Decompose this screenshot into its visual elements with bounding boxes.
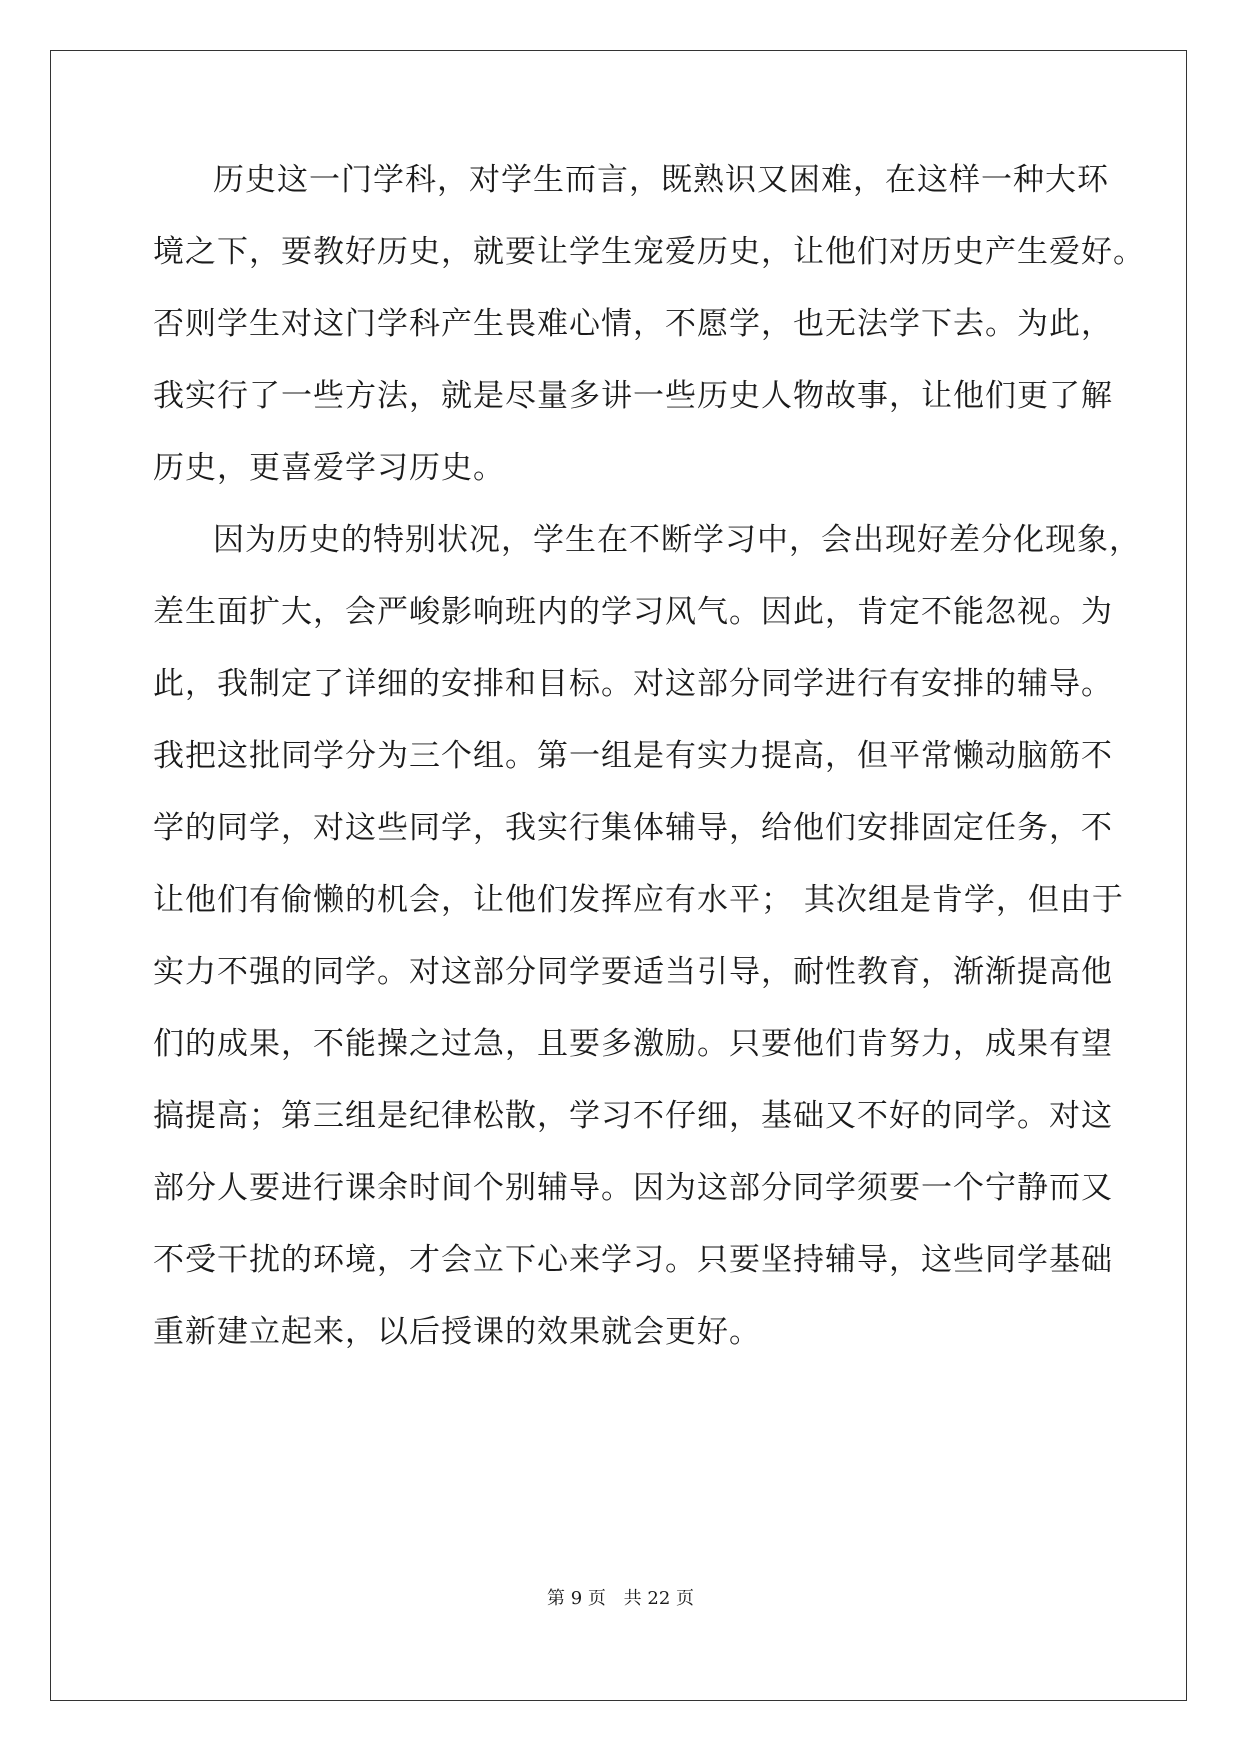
- page-number-current: 第 9 页: [547, 1588, 606, 1609]
- paragraph-2-line-12: 重新建立起来，以后授课的效果就会更好。: [153, 1314, 761, 1350]
- paragraph-2-line-3: 此，我制定了详细的安排和目标。对这部分同学进行有安排的辅导。: [153, 666, 1113, 702]
- paragraph-1-line-5: 历史，更喜爱学习历史。: [153, 450, 505, 486]
- paragraph-2-line-9: 搞提高；第三组是纪律松散，学习不仔细，基础又不好的同学。对这: [153, 1098, 1113, 1134]
- page-number-total: 共 22 页: [623, 1588, 694, 1609]
- paragraph-1-line-2: 境之下，要教好历史，就要让学生宠爱历史，让他们对历史产生爱好。: [153, 234, 1145, 270]
- paragraph-2-line-6: 让他们有偷懒的机会，让他们发挥应有水平； 其次组是肯学，但由于: [153, 882, 1124, 918]
- page-border: [50, 50, 1187, 1701]
- page-footer: [0, 1584, 1241, 1610]
- paragraph-1-line-1: 历史这一门学科，对学生而言，既熟识又困难，在这样一种大环: [213, 162, 1109, 198]
- paragraph-2-line-8: 们的成果，不能操之过急，且要多激励。只要他们肯努力，成果有望: [153, 1026, 1113, 1062]
- paragraph-2-line-2: 差生面扩大，会严峻影响班内的学习风气。因此，肯定不能忽视。为: [153, 594, 1113, 630]
- paragraph-2-line-10: 部分人要进行课余时间个别辅导。因为这部分同学须要一个宁静而又: [153, 1170, 1113, 1206]
- paragraph-2-line-1: 因为历史的特别状况，学生在不断学习中，会出现好差分化现象，: [213, 522, 1141, 558]
- paragraph-1-line-4: 我实行了一些方法，就是尽量多讲一些历史人物故事，让他们更了解: [153, 378, 1113, 414]
- paragraph-2-line-7: 实力不强的同学。对这部分同学要适当引导，耐性教育，渐渐提高他: [153, 954, 1113, 990]
- paragraph-2-line-11: 不受干扰的环境，才会立下心来学习。只要坚持辅导，这些同学基础: [153, 1242, 1113, 1278]
- paragraph-1-line-3: 否则学生对这门学科产生畏难心情，不愿学，也无法学下去。为此，: [153, 306, 1113, 342]
- paragraph-2-line-5: 学的同学，对这些同学，我实行集体辅导，给他们安排固定任务，不: [153, 810, 1113, 846]
- paragraph-2-line-4: 我把这批同学分为三个组。第一组是有实力提高，但平常懒动脑筋不: [153, 738, 1113, 774]
